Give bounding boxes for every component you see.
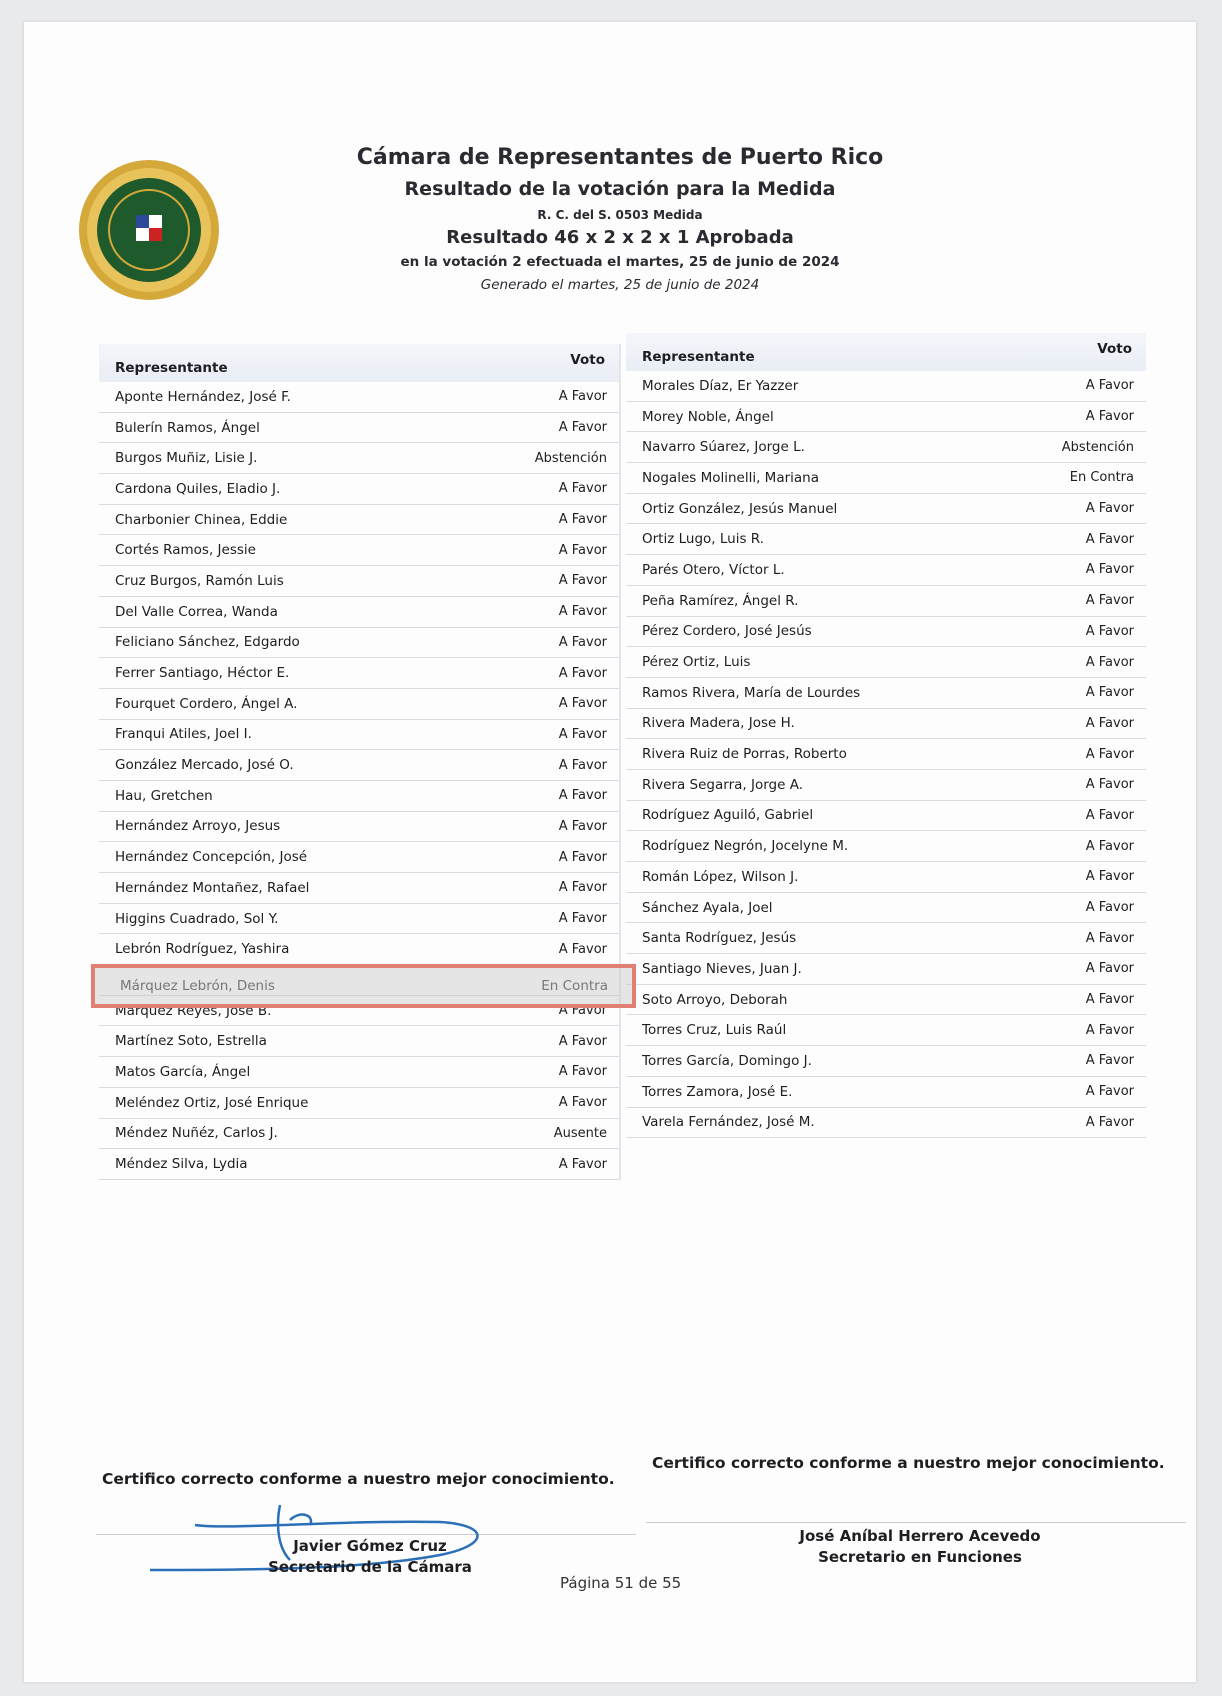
table-row [626, 923, 1146, 954]
vote-value: A Favor [1085, 1084, 1134, 1100]
vote-value: A Favor [1085, 623, 1134, 639]
representative-name: Rivera Madera, Jose H. [642, 715, 795, 732]
table-row [99, 413, 619, 444]
table-row [626, 678, 1146, 709]
representative-name: Morey Noble, Ángel [642, 408, 774, 425]
representative-name: Torres García, Domingo J. [642, 1052, 812, 1069]
representative-name: Aponte Hernández, José F. [115, 388, 291, 405]
representative-name: González Mercado, José O. [115, 757, 294, 774]
table-row [626, 893, 1146, 924]
representative-name: Rodríguez Aguiló, Gabriel [642, 807, 814, 824]
vote-value: A Favor [558, 1156, 607, 1172]
representative-name: Hau, Gretchen [115, 787, 213, 804]
representative-name: Del Valle Correa, Wanda [115, 603, 278, 620]
vote-value: A Favor [558, 481, 607, 497]
house-seal-logo [76, 157, 222, 303]
table-header [626, 333, 1146, 371]
vote-value: A Favor [1085, 838, 1134, 854]
vote-value: A Favor [558, 1064, 607, 1080]
table-row [99, 750, 619, 781]
table-row [626, 494, 1146, 525]
representative-name: Sánchez Ayala, Joel [642, 899, 773, 916]
vote-value: Ausente [553, 1125, 607, 1141]
vote-value: A Favor [1085, 1022, 1134, 1038]
vote-result: Resultado 46 x 2 x 2 x 1 Aprobada [446, 227, 794, 248]
table-row [626, 371, 1146, 402]
table-row [626, 555, 1146, 586]
table-row [99, 1088, 619, 1119]
vote-value: A Favor [1085, 685, 1134, 701]
vote-value: A Favor [1085, 930, 1134, 946]
representative-name: Lebrón Rodríguez, Yashira [115, 941, 290, 958]
vote-value: A Favor [558, 880, 607, 896]
table-row [99, 781, 619, 812]
vote-value: A Favor [558, 726, 607, 742]
vote-value: A Favor [1085, 593, 1134, 609]
table-row [99, 1057, 619, 1088]
table-row [626, 617, 1146, 648]
table-row [626, 524, 1146, 555]
table-row [626, 801, 1146, 832]
vote-value: A Favor [558, 696, 607, 712]
vote-value: A Favor [558, 634, 607, 650]
table-row [99, 720, 619, 751]
representative-name: Higgins Cuadrado, Sol Y. [115, 910, 279, 927]
vote-table-right [626, 333, 1146, 1138]
table-row [626, 586, 1146, 617]
vote-value: A Favor [558, 1033, 607, 1049]
table-row [99, 658, 619, 689]
table-row [626, 954, 1146, 985]
vote-value: A Favor [1085, 562, 1134, 578]
vote-value: A Favor [558, 1095, 607, 1111]
representative-name: Méndez Silva, Lydia [115, 1156, 248, 1173]
table-row [626, 862, 1146, 893]
vote-value: A Favor [1085, 900, 1134, 916]
table-row [626, 402, 1146, 433]
table-row [626, 1015, 1146, 1046]
vote-value: A Favor [1085, 777, 1134, 793]
table-row [99, 812, 619, 843]
representative-name: Cardona Quiles, Eladio J. [115, 480, 281, 497]
representative-name: Parés Otero, Víctor L. [642, 561, 785, 578]
page-number: Página 51 de 55 [560, 1574, 682, 1592]
vote-value: A Favor [558, 512, 607, 528]
table-row [626, 831, 1146, 862]
table-row [99, 1149, 619, 1180]
table-row [626, 432, 1146, 463]
representative-name: Bulerín Ramos, Ángel [115, 419, 260, 436]
table-row [99, 1026, 619, 1057]
representative-name: Ferrer Santiago, Héctor E. [115, 665, 290, 682]
representative-name: Ortiz González, Jesús Manuel [642, 500, 838, 517]
representative-name: Cortés Ramos, Jessie [115, 542, 256, 559]
vote-table-left [99, 344, 621, 1180]
representative-name: Morales Díaz, Er Yazzer [642, 377, 799, 394]
vote-value: A Favor [1085, 654, 1134, 670]
vote-value: A Favor [558, 788, 607, 804]
vote-value: A Favor [1085, 501, 1134, 517]
representative-name: Ramos Rivera, María de Lourdes [642, 684, 861, 701]
representative-name: Meléndez Ortiz, José Enrique [115, 1094, 309, 1111]
representative-name: Pérez Cordero, José Jesús [642, 623, 812, 640]
vote-value: A Favor [1085, 807, 1134, 823]
representative-name: Santa Rodríguez, Jesús [642, 930, 797, 947]
representative-name: Márquez Reyes, José B. [115, 1002, 272, 1019]
representative-name: Navarro Súarez, Jorge L. [642, 439, 805, 456]
table-row [99, 873, 619, 904]
vote-value: A Favor [558, 389, 607, 405]
certify-left: Certifico correcto conforme a nuestro mejor conocimiento. [102, 1470, 615, 1488]
table-row [626, 463, 1146, 494]
signer-left-name: Javier Gómez Cruz [293, 1537, 447, 1555]
representative-name: Ortiz Lugo, Luis R. [642, 531, 764, 548]
table-row [99, 689, 619, 720]
representative-name: Varela Fernández, José M. [642, 1114, 815, 1131]
table-row [99, 597, 619, 628]
highlighted-row [104, 970, 616, 1002]
signer-left-title: Secretario de la Cámara [268, 1558, 472, 1576]
table-row [99, 474, 619, 505]
representative-name: Román López, Wilson J. [642, 868, 799, 885]
table-row [626, 985, 1146, 1016]
representative-name: Santiago Nieves, Juan J. [642, 960, 802, 977]
highlighted-name: Márquez Lebrón, Denis [120, 978, 275, 994]
representative-name: Méndez Nuñéz, Carlos J. [115, 1125, 278, 1142]
representative-name: Hernández Montañez, Rafael [115, 879, 310, 896]
representative-name: Martínez Soto, Estrella [115, 1033, 267, 1050]
representative-name: Pérez Ortiz, Luis [642, 654, 751, 671]
vote-value: A Favor [1085, 531, 1134, 547]
vote-value: En Contra [1069, 470, 1134, 486]
signer-right-title: Secretario en Funciones [818, 1548, 1022, 1566]
measure-id: R. C. del S. 0503 Medida [537, 208, 703, 222]
representative-name: Charbonier Chinea, Eddie [115, 511, 288, 528]
table-row [626, 1108, 1146, 1139]
table-header [99, 344, 619, 382]
vote-value: A Favor [1085, 961, 1134, 977]
vote-value: A Favor [1085, 869, 1134, 885]
table-row [99, 443, 619, 474]
representative-name: Burgos Muñiz, Lisie J. [115, 450, 258, 467]
table-row [99, 535, 619, 566]
vote-value: A Favor [558, 849, 607, 865]
representative-name: Feliciano Sánchez, Edgardo [115, 634, 300, 651]
table-row [626, 1077, 1146, 1108]
highlighted-vote: En Contra [541, 978, 608, 994]
representative-name: Soto Arroyo, Deborah [642, 991, 788, 1008]
table-row [99, 1119, 619, 1150]
signature-line-right [646, 1522, 1186, 1523]
table-row [626, 1046, 1146, 1077]
representative-name: Torres Cruz, Luis Raúl [642, 1022, 787, 1039]
representative-name: Hernández Arroyo, Jesus [115, 818, 281, 835]
table-row [99, 904, 619, 935]
chamber-title: Cámara de Representantes de Puerto Rico [356, 145, 884, 170]
column-header-name: Representante [115, 360, 228, 376]
table-row [626, 770, 1146, 801]
table-row [99, 566, 619, 597]
vote-value: A Favor [1085, 409, 1134, 425]
certify-right: Certifico correcto conforme a nuestro mejor conocimiento. [652, 1454, 1165, 1472]
vote-value: A Favor [1085, 746, 1134, 762]
table-row [99, 628, 619, 659]
table-row [99, 934, 619, 965]
column-header-name: Representante [642, 349, 755, 365]
table-row [626, 709, 1146, 740]
representative-name: Peña Ramírez, Ángel R. [642, 592, 799, 609]
vote-value: A Favor [558, 757, 607, 773]
vote-value: A Favor [1085, 1053, 1134, 1069]
vote-value: A Favor [558, 665, 607, 681]
table-row [99, 842, 619, 873]
vote-value: A Favor [1085, 715, 1134, 731]
vote-value: A Favor [1085, 378, 1134, 394]
vote-value: A Favor [558, 941, 607, 957]
representative-name: Franqui Atiles, Joel I. [115, 726, 252, 743]
vote-value: A Favor [558, 604, 607, 620]
representative-name: Cruz Burgos, Ramón Luis [115, 572, 284, 589]
vote-value: A Favor [558, 542, 607, 558]
document-title: Resultado de la votación para la Medida [404, 178, 836, 200]
generated-date: Generado el martes, 25 de junio de 2024 [480, 277, 760, 293]
vote-value: A Favor [558, 420, 607, 436]
representative-name: Rodríguez Negrón, Jocelyne M. [642, 838, 849, 855]
representative-name: Rivera Segarra, Jorge A. [642, 776, 803, 793]
column-header-vote: Voto [1097, 341, 1132, 357]
column-header-vote: Voto [570, 352, 605, 368]
vote-value: Abstención [534, 450, 607, 466]
vote-value: A Favor [558, 573, 607, 589]
vote-value: A Favor [558, 1003, 607, 1019]
vote-value: A Favor [1085, 992, 1134, 1008]
table-row [99, 505, 619, 536]
vote-info: en la votación 2 efectuada el martes, 25 de junio de 2024 [400, 254, 840, 270]
representative-name: Nogales Molinelli, Mariana [642, 469, 820, 486]
signer-right-name: José Aníbal Herrero Acevedo [799, 1527, 1041, 1545]
vote-value: A Favor [558, 911, 607, 927]
representative-name: Torres Zamora, José E. [642, 1083, 793, 1100]
table-row [99, 382, 619, 413]
table-row [626, 739, 1146, 770]
vote-value: A Favor [558, 818, 607, 834]
vote-value: Abstención [1061, 439, 1134, 455]
representative-name: Rivera Ruiz de Porras, Roberto [642, 746, 847, 763]
vote-value: A Favor [1085, 1114, 1134, 1130]
table-row [626, 647, 1146, 678]
representative-name: Matos García, Ángel [115, 1063, 251, 1080]
representative-name: Hernández Concepción, José [115, 849, 308, 866]
representative-name: Fourquet Cordero, Ángel A. [115, 695, 298, 712]
